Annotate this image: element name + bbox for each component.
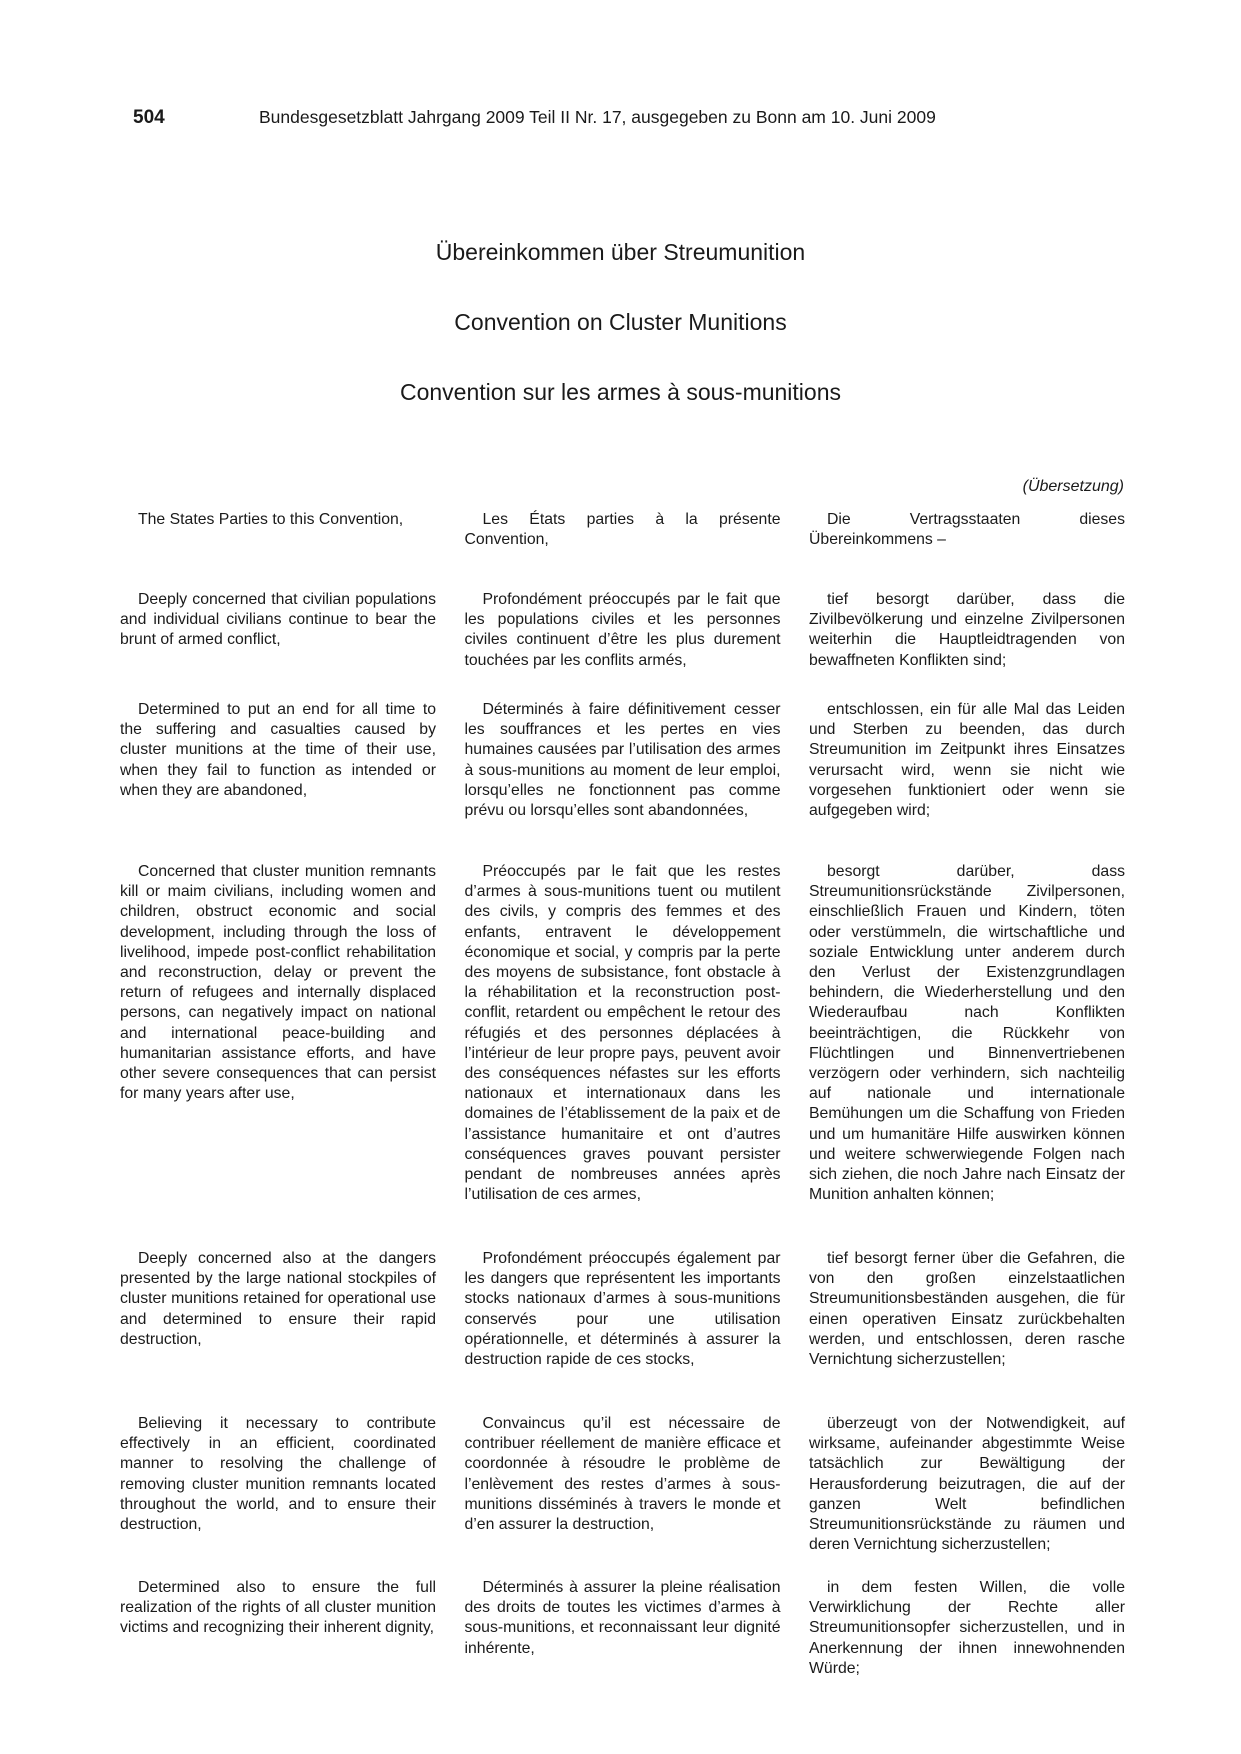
paragraph-row [120,510,1125,590]
paragraph-german: in dem festen Willen, die volle Verwirklichung der Rechte aller Streumunitionsopfer sicherzustellen, und in Anerkennung der ihnen innewohnenden Würde; [809,1579,1125,1677]
title-french: Convention sur les armes à sous-munitions [399,379,842,405]
paragraph-english: The States Parties to this Convention, [138,511,404,528]
running-head: Bundesgesetzblatt Jahrgang 2009 Teil II Nr. 17, ausgegeben zu Bonn am 10. Juni 2009 [259,107,936,127]
paragraph-row [120,1414,1125,1578]
paragraph-row [120,1249,1125,1414]
paragraph-row [120,590,1125,700]
paragraph-row [120,862,1125,1249]
paragraph-german: tief besorgt darüber, dass die Zivilbevölkerung und einzelne Zivilpersonen weiterhin die Hauptleidtragenden von bewaffneten Konflikten sind; [809,591,1125,669]
paragraph-french: Profondément préoccupés par le fait que les populations civiles et les personnes civiles continuent d’être les plus durement touchées par les conflits armés, [464,591,781,669]
paragraph-french: Convaincus qu’il est nécessaire de contribuer réellement de manière efficace et coordonnée à résoudre le problème de l’enlèvement des restes d’armes à sous-munitions disséminés à travers le monde et d’en assurer la destruction, [464,1415,781,1534]
paragraph-row [120,1578,1125,1678]
paragraph-french: Déterminés à assurer la pleine réalisation des droits de toutes les victimes d’armes à sous-munitions, et reconnaissant leur dignité inhérente, [464,1579,781,1657]
paragraph-french: Déterminés à faire définitivement cesser les souffrances et les pertes en vies humaines causées par l’utilisation des armes à sous-munitions au moment de leur emploi, lorsqu’elles ne fonctionnent pas comme prévu ou lorsqu’elles sont abandonnées, [464,701,781,820]
title-english: Convention on Cluster Munitions [454,309,787,335]
paragraph-english: Deeply concerned also at the dangers presented by the large national stockpiles of cluster munitions retained for operational use and determined to ensure their rapid destruction, [120,1250,436,1348]
title-german: Übereinkommen über Streumunition [435,239,806,265]
paragraph-german: entschlossen, ein für alle Mal das Leiden und Sterben zu beenden, das durch Streumunition im Zeitpunkt ihres Einsatzes verursacht wird, wenn sie nicht wie vorgesehen funktioniert oder wenn sie aufgegeben wird; [809,701,1125,820]
paragraph-french: Les États parties à la présente Convention, [464,511,781,549]
paragraph-english: Determined also to ensure the full realization of the rights of all cluster munition victims and recognizing their inherent dignity, [120,1579,436,1637]
paragraph-german: überzeugt von der Notwendigkeit, auf wirksame, aufeinander abgestimmte Weise tatsächlich zur Bewältigung der Herausforderung beizutragen, die auf der ganzen Welt befindlichen Streumunitionsrückstände zu räumen und deren Vernichtung sicherzustellen; [809,1415,1125,1554]
page-number: 504 [133,107,165,128]
paragraph-english: Believing it necessary to contribute effectively in an efficient, coordinated manner to resolving the challenge of removing cluster munition remnants located throughout the world, and to ensure their destruction, [120,1415,436,1534]
translation-note: (Übersetzung) [1022,478,1124,495]
paragraph-english: Determined to put an end for all time to the suffering and casualties caused by cluster munitions at the time of their use, when they fail to function as intended or when they are abandoned, [120,701,436,799]
paragraph-row [120,700,1125,862]
paragraph-french: Profondément préoccupés également par les dangers que représentent les importants stocks nationaux d’armes à sous-munitions conservés pour une utilisation opérationnelle, et déterminés à assurer la destruction rapide de ces stocks, [464,1250,781,1369]
trilingual-text [120,510,1125,1678]
page-header [133,107,1133,137]
paragraph-german: besorgt darüber, dass Streumunitionsrückstände Zivilpersonen, einschließlich Frauen und Kindern, töten oder verstümmeln, die wirtschaftliche und soziale Entwicklung unter anderem durch den Verlust der Existenzgrundlagen behindern, die Wiederherstellung und den Wiederaufbau nach Konflikten beeinträchtigen, die Rückkehr von Flüchtlingen und Binnenvertriebenen verzögern oder verhindern, sich nachteilig auf nationale und internationale Bemühungen um die Schaffung von Frieden und um humanitäre Hilfe auswirken können und weitere schwerwiegende Folgen nach sich ziehen, die noch Jahre nach Einsatz der Munition anhalten können; [809,863,1125,1204]
paragraph-french: Préoccupés par le fait que les restes d’armes à sous-munitions tuent ou mutilent des civils, y compris des femmes et des enfants, entravent le développement économique et social, y compris par la perte des moyens de subsistance, font obstacle à la réhabilitation et la reconstruction post-conflit, retardent ou empêchent le retour des réfugiés et des personnes déplacées à l’intérieur de leur propre pays, peuvent avoir des conséquences néfastes sur les efforts nationaux et internationaux dans les domaines de l’établissement de la paix et de l’assistance humanitaire et ont d’autres conséquences graves pouvant persister pendant de nombreuses années après l’utilisation de ces armes, [464,863,781,1204]
title-block [0,232,1241,442]
paragraph-german: tief besorgt ferner über die Gefahren, die von den großen einzelstaatlichen Streumunitionsbeständen ausgehen, die für einen operativen Einsatz zurückbehalten werden, und entschlossen, deren rasche Vernichtung sicherzustellen; [809,1250,1125,1369]
paragraph-english: Concerned that cluster munition remnants kill or maim civilians, including women and children, obstruct economic and social development, including through the loss of livelihood, impede post-conflict rehabilitation and reconstruction, delay or prevent the return of refugees and internally displaced persons, can negatively impact on national and international peace-building and humanitarian assistance efforts, and have other severe consequences that can persist for many years after use, [120,863,436,1103]
paragraph-english: Deeply concerned that civilian populations and individual civilians continue to bear the brunt of armed conflict, [120,591,436,649]
paragraph-german: Die Vertragsstaaten dieses Übereinkommens – [809,511,1125,549]
